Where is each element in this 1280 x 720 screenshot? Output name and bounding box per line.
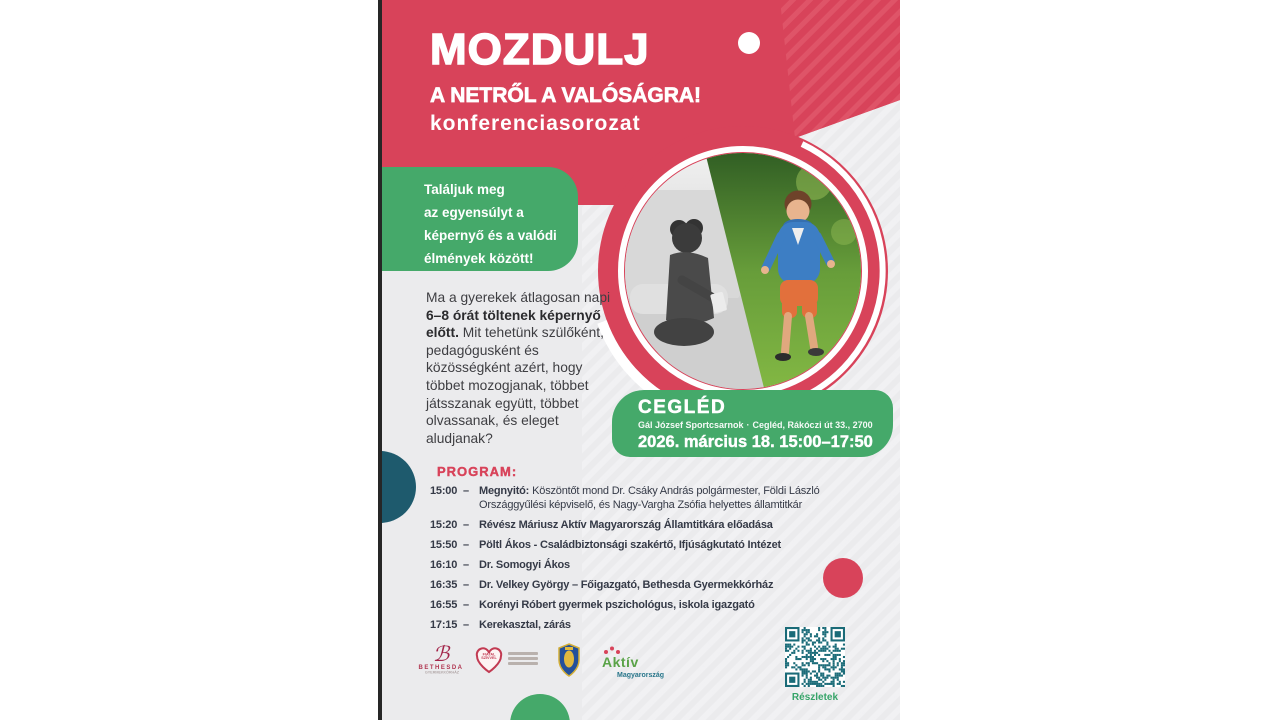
aktiv-subtitle: Magyarország [617,672,665,679]
event-venue: Gál József Sportcsarnok [638,420,744,430]
tagline-box [382,167,578,271]
intro-bold-text: 6–8 órát töltenek képernyő előtt. [426,307,601,341]
tagline-line: az egyensúlyt a [424,205,524,220]
program-item-text: Pöltl Ákos - Családbiztonsági szakértő, Ifjúságkutató Intézet [479,538,781,551]
program-item [430,485,866,512]
heart-logo-text [480,653,499,660]
program-time: 15:50 [430,538,458,551]
poster-subtitle: A NETRŐL A VALÓSÁGRA! [430,84,702,107]
qr-details-label: Részletek [791,692,839,703]
cegled-crest-logo [557,642,581,683]
program-time: 16:10 [430,558,458,571]
bethesda-subtitle: GYERMEKKÓRHÁZ [424,671,459,675]
program-time: 16:35 [430,578,458,591]
logo-caption-lines [508,652,538,667]
heart-text-line: FIATAL [482,653,496,657]
tagline-line: Találjuk meg [424,182,505,197]
program-list [430,485,866,639]
program-item-text: Köszöntőt mond Dr. Csáky András polgármester, Földi László Országgyűlési képviselő, és Nagy-Vargha Zsófia helyettes államtitkár [479,485,820,511]
teal-half-circle [382,451,416,523]
bethesda-logo [415,643,467,677]
event-box [612,390,893,457]
program-item [430,519,866,533]
aktiv-dots-icon [603,646,621,654]
program-item-text: Révész Máriusz Aktív Magyarország Államtitkára előadása [479,518,773,531]
time-dash: – [463,598,469,611]
aktiv-wordmark: Aktív [602,654,639,670]
program-item-text: Dr. Velkey György – Főigazgató, Bethesda Gyermekkórház [479,578,774,591]
program-time: 16:55 [430,598,458,611]
program-item [430,559,866,573]
event-city: CEGLÉD [638,397,727,418]
intro-paragraph [426,289,624,447]
white-dot [738,32,760,54]
event-venue-line [638,420,893,430]
time-dash: – [463,518,469,531]
heart-text-line: SZÍVVEL [481,656,497,661]
program-time: 15:20 [430,518,458,531]
program-item [430,599,866,613]
event-address: Cegléd, Rákóczi út 33., 2700 [752,420,873,430]
program-text [479,485,866,512]
program-item-text: Kerekasztal, zárás [479,618,571,631]
program-item [430,539,866,553]
program-item-text: Korényi Róbert gyermek pszichológus, iskola igazgató [479,598,755,611]
time-dash: – [463,538,469,551]
tagline-line: élmények között! [424,251,534,266]
program-time: 15:00 [430,485,458,497]
crest-icon [557,642,581,678]
bethesda-b-icon: ℬ [432,642,450,666]
bethesda-name: BETHESDA [418,665,464,671]
program-time: 17:15 [430,618,458,631]
program-item-lead: Megnyitó: [479,485,530,497]
intro-text: Mit tehetünk szülőként, pedagógusként és közösségként azért, hogy többet mozogjanak, többet játsszanak együtt, többet olvassanak, és eleget aludjanak? [426,325,604,446]
poster-series-label: konferenciasorozat [430,112,641,135]
program-heading: PROGRAM: [437,464,518,479]
qr-code [785,627,845,687]
venue-separator: · [746,420,750,430]
fiatal-szivvel-logo [474,646,540,678]
aktiv-magyarorszag-logo [602,646,672,679]
event-datetime: 2026. március 18. 15:00–17:50 [638,433,873,451]
time-dash: – [463,578,469,591]
conference-poster [382,0,900,720]
time-dash: – [463,618,469,631]
program-item-text: Dr. Somogyi Ákos [479,558,570,571]
tagline-line: képernyő és a valódi [424,228,557,243]
time-dash: – [463,485,469,497]
time-dash: – [463,558,469,571]
intro-text: Ma a gyerekek átlagosan napi [426,290,611,305]
poster-title: MOZDULJ [430,25,650,74]
program-item [430,579,866,593]
green-bottom-circle [510,694,570,720]
